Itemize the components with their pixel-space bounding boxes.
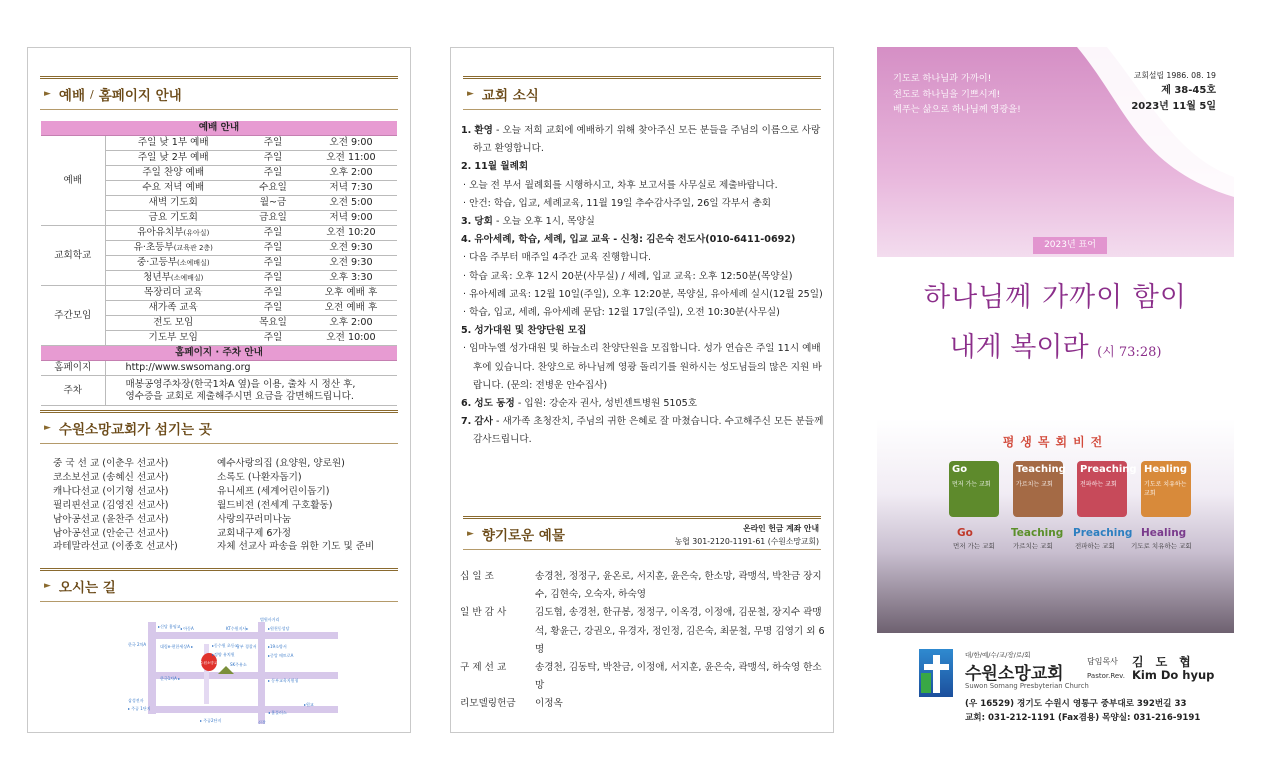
map-label: ▸ 주공2단지 (200, 718, 222, 723)
news-title: 성가대원 및 찬양단원 모집 (474, 325, 587, 337)
year-motto-badge: 2023년 표어 (1033, 237, 1107, 254)
denomination: 대/한/예/수/교/장/로/회 (965, 651, 1031, 659)
mission-overseas: 코소보선교 (송혜신 선교사) (53, 471, 169, 483)
news-subitem: · 다음 주부터 매주일 4주간 교육 진행합니다. (463, 252, 652, 264)
map-label: ▸ 주공 1단지 (128, 706, 151, 711)
map-label: 한국 2차A (128, 642, 147, 647)
service-time: 저녁 7:30 (305, 181, 397, 196)
service-day: 주일 (241, 286, 305, 301)
service-day: 주일 (241, 151, 305, 166)
map-label: ▸19소방서 (268, 644, 287, 649)
service-name: 목장리더 교육 (105, 286, 241, 301)
service-name: 새벽 기도회 (105, 196, 241, 211)
group-label: 교회학교 (41, 226, 105, 286)
church-name-english: Suwon Somang Presbyterian Church (965, 682, 1089, 690)
list-item (53, 485, 374, 499)
news-number: 1. (461, 125, 472, 136)
bullet-icon: ► (467, 529, 474, 539)
offering-type: 십 일 조 (460, 571, 494, 582)
service-time: 오전 5:00 (305, 196, 397, 211)
service-place: (유아실) (183, 229, 210, 238)
church-mottos (893, 71, 1021, 118)
section-title: 교회 소식 (481, 88, 539, 104)
issue-info (1131, 68, 1216, 115)
mission-local: 교회내구제 6가정 (217, 527, 292, 539)
map-label: SK주유소 (230, 662, 247, 667)
middle-panel (450, 47, 834, 733)
offering-row (460, 604, 828, 659)
service-day: 주일 (241, 256, 305, 271)
vision-card-preaching (1077, 461, 1137, 517)
service-name: 주일 낮 1부 예배 (105, 136, 241, 151)
service-place: (소예배실) (177, 259, 210, 268)
mission-overseas: 중 국 선 교 (이춘우 선교사) (53, 458, 169, 469)
map-label: ▸원천동성당 (268, 626, 290, 631)
news-title: 11월 월례회 (474, 161, 529, 173)
service-name: 새가족 교육 (105, 301, 241, 316)
news-subitem: · 유아세례 교육: 12월 10일(주일), 오후 12:20분, 목양실, 유아세례 실시(12월 25일) (463, 288, 823, 300)
map-label: 남부 경찰서 (236, 644, 257, 649)
homepage-url[interactable]: http://www.swsomang.org (105, 361, 397, 376)
service-day: 주일 (241, 136, 305, 151)
service-name (105, 271, 241, 286)
map-label: ▸ 동부교육지원청 (268, 678, 299, 683)
offering-names: 이정옥 (535, 698, 563, 710)
left-panel (27, 47, 411, 733)
section-title: 예배 (58, 88, 86, 104)
service-place: (소예배실) (170, 274, 204, 283)
service-name (105, 256, 241, 271)
news-item (461, 322, 826, 340)
cross-icon (933, 655, 940, 693)
church-contact (965, 698, 1200, 725)
service-time: 저녁 9:00 (305, 211, 397, 226)
pastor-label: 담임목사 (1087, 657, 1118, 666)
mission-overseas: 과테말라선교 (이종호 선교사) (53, 541, 178, 553)
map-label: 삼성전자 (128, 698, 144, 703)
news-text: - 입원: 강순자 권사, 성빈센트병원 5105호 (514, 398, 698, 410)
offering-type: 일 반 감 사 (460, 607, 507, 619)
service-time: 오후 2:00 (305, 166, 397, 181)
mission-local: 사랑의꾸러미나눔 (217, 513, 292, 525)
service-time: 오전 9:30 (305, 256, 397, 271)
vision-sublabel: 가르치는 교회 (1013, 542, 1053, 550)
map-label: ◂ 아동A (180, 626, 194, 631)
vision-sublabel: 먼저 가는 교회 (953, 542, 995, 550)
list-item (53, 527, 374, 541)
service-day: 주일 (241, 331, 305, 346)
section-header-news (463, 76, 821, 110)
news-text: - 새가족 초청잔치, 주님의 귀한 은혜로 잘 마쳤습니다. 수고해주신 모든 분들께 감사드립니다. (473, 416, 824, 446)
vision-card-text: 기도로 치유하는 교회 (1144, 481, 1187, 497)
news-item (461, 122, 826, 158)
homepage-header: 홈페이지 · 주차 안내 (41, 346, 397, 361)
service-day: 금요일 (241, 211, 305, 226)
map-church-label: 수원소망교회 (200, 661, 221, 665)
cover-panel (877, 47, 1234, 733)
service-time: 오전 10:20 (305, 226, 397, 241)
vision-sublabel: 기도로 치유하는 교회 (1131, 542, 1192, 550)
vision-card-title: Teaching (1016, 464, 1066, 475)
service-day: 주일 (241, 166, 305, 181)
vision-sublabel: 전파하는 교회 (1075, 542, 1115, 550)
offering-names: 송경천, 정정구, 윤온로, 서지훈, 윤은숙, 한소망, 곽맹석, 박찬금 장지수, 김현숙, 오숙자, 하숙영 (535, 571, 822, 601)
service-name: 주일 찬양 예배 (105, 166, 241, 181)
news-title: 환영 (474, 125, 493, 136)
vision-card-text: 먼저 가는 교회 (952, 481, 991, 488)
vision-card-title: Healing (1144, 464, 1188, 475)
section-title: 홈페이지 안내 (98, 88, 182, 104)
missions-list (53, 457, 374, 554)
service-name-text: 청년부 (143, 272, 171, 284)
map-label: KT수원지사▸ (226, 626, 249, 631)
service-name-text: 유·초등부 (133, 242, 174, 254)
service-name-text: 중·고등부 (136, 257, 178, 269)
verse-line-2 (877, 325, 1234, 364)
service-name: 기도부 모임 (105, 331, 241, 346)
founded-date: 교회설립 1986. 08. 19 (1133, 71, 1216, 80)
section-title: 오시는 길 (58, 580, 116, 596)
map-label: ▸원교 (304, 702, 314, 707)
mission-local: 월드비전 (전세계 구호활동) (217, 499, 333, 511)
offering-row (460, 695, 828, 713)
list-item (53, 499, 374, 513)
vision-label: Go (957, 527, 973, 539)
list-item (53, 513, 374, 527)
service-time: 오후 2:00 (305, 316, 397, 331)
church-logo-icon (919, 649, 953, 697)
news-number: 4. (461, 234, 472, 246)
mission-local: 유니세프 (세계어린이돕기) (217, 485, 330, 497)
vision-card-healing (1141, 461, 1191, 517)
list-item (53, 540, 374, 554)
news-subitem: · 안건: 학습, 입교, 세례교육, 11월 19일 추수감사주일, 26일 각부서 총회 (463, 197, 772, 209)
news-subitem: · 학습, 입교, 세례, 유아세례 문답: 12월 17일(주일), 오전 10:30분(사무실) (463, 307, 780, 319)
section-header-directions (40, 568, 398, 602)
logo-accent (921, 673, 931, 693)
pastor-name-english: Kim Do hyup (1132, 668, 1215, 682)
bullet-icon: ► (44, 423, 51, 433)
vision-card-text: 전파하는 교회 (1080, 481, 1117, 488)
service-time: 오후 예배 후 (305, 286, 397, 301)
service-day: 주일 (241, 271, 305, 286)
service-day: 수요일 (241, 181, 305, 196)
service-day: 주일 (241, 241, 305, 256)
service-day: 주일 (241, 226, 305, 241)
offering-type: 구 제 선 교 (460, 662, 507, 674)
vision-label: Healing (1141, 527, 1187, 539)
bullet-icon: ► (467, 89, 474, 99)
map-label: ▸동수원 초등교 (212, 643, 239, 648)
service-day: 월~금 (241, 196, 305, 211)
news-list (461, 122, 826, 450)
title-separator: / (90, 87, 94, 101)
mission-local: 소록도 (나환자돕기) (217, 471, 302, 483)
vision-card-title: Preaching (1080, 464, 1137, 475)
service-name: 수요 저녁 예배 (105, 181, 241, 196)
vision-title: 평생목회비전 (1002, 435, 1109, 449)
mission-local: 예수사랑의집 (요양원, 양로원) (217, 458, 345, 469)
service-time: 오후 3:30 (305, 271, 397, 286)
map-label: 신갈 (258, 720, 266, 724)
news-number: 5. (461, 325, 472, 337)
service-day: 주일 (241, 301, 305, 316)
list-item (53, 457, 374, 471)
news-number: 3. (461, 216, 472, 228)
motto-line: 베푸는 삶으로 하나님께 영광을! (893, 104, 1021, 115)
worship-table (41, 121, 397, 406)
news-item (461, 413, 826, 449)
vision-card-text: 가르치는 교회 (1016, 481, 1053, 488)
list-item (53, 471, 374, 485)
issue-number: 제 38-45호 (1161, 85, 1216, 96)
map-label: ▸정양 유치원 (212, 652, 235, 657)
parking-info (105, 376, 397, 406)
bullet-icon: ► (44, 89, 51, 99)
map-label: 한국1차A ▸ (160, 676, 181, 681)
map-label: ◂ 홈플러스 (268, 710, 287, 715)
pastor-name: 김도협 (1132, 655, 1203, 669)
news-text: - 오늘 오후 1시, 목양실 (492, 216, 595, 228)
mission-overseas: 남아공선교 (안순근 선교사) (53, 527, 169, 539)
worship-header: 예배 안내 (41, 121, 397, 136)
news-title: 감사 (474, 416, 493, 428)
motto-line: 기도로 하나님과 가까이! (893, 73, 992, 84)
group-label: 주간모임 (41, 286, 105, 346)
offering-row (460, 568, 828, 604)
section-header-missions (40, 410, 398, 444)
church-phone: 교회: 031-212-1191 (Fax겸용) 목양실: 031-216-9191 (965, 712, 1201, 723)
section-title: 수원소망교회가 섬기는 곳 (58, 422, 212, 438)
map-label: 법원사거리 (260, 617, 280, 622)
service-time: 오전 9:00 (305, 136, 397, 151)
parking-line: 영수증을 교회로 제출해주시면 요금을 감면해드립니다. (125, 390, 354, 402)
account-title: 온라인 헌금 계좌 안내 (743, 524, 819, 533)
motto-line: 전도로 하나님을 기쁘시게! (893, 88, 1001, 100)
vision-card-go (949, 461, 999, 517)
service-name: 전도 모임 (105, 316, 241, 331)
news-title: 유아세례, 학습, 세례, 입교 교육 - 신청: 김은숙 전도사(010-6411-0692) (474, 234, 796, 246)
service-time: 오전 11:00 (305, 151, 397, 166)
homepage-label: 홈페이지 (41, 361, 105, 376)
map-label: ▸중앙 메트로A (268, 653, 294, 658)
section-title: 향기로운 예물 (481, 528, 565, 544)
mission-overseas: 캐나다선교 (이기형 선교사) (53, 485, 169, 497)
verse-reference: (시 73:28) (1097, 345, 1162, 360)
service-name: 금요 기도회 (105, 211, 241, 226)
news-number: 7. (461, 416, 472, 428)
vision-photo (877, 419, 1234, 633)
service-name-text: 유아유치부 (137, 227, 184, 239)
offering-row (460, 659, 828, 695)
service-name (105, 226, 241, 241)
bulletin-date: 2023년 11월 5일 (1131, 101, 1216, 112)
church-name: 수원소망교회 (965, 664, 1064, 684)
news-item (461, 231, 826, 249)
verse-line-1: 하나님께 가까이 함이 (924, 282, 1187, 313)
news-number: 6. (461, 398, 472, 410)
news-subitem: · 오늘 전 부서 월례회를 시행하시고, 차후 보고서를 사무실로 제출바랍니다. (463, 179, 778, 191)
news-title: 성도 동정 (474, 398, 515, 410)
vision-card-teaching (1013, 461, 1066, 517)
mission-overseas: 남아공선교 (윤찬주 선교사) (53, 513, 169, 525)
offering-names: 김도협, 송경천, 한규봉, 정정구, 이옥경, 이정애, 김문철, 장지수 곽맹석, 황윤근, 강권오, 유경자, 정인정, 김은숙, 최문철, 무명 김영기 외 6명 (535, 607, 825, 655)
service-place: (교육관 2층) (173, 244, 213, 253)
offering-type: 리모델링헌금 (460, 698, 516, 710)
service-day: 목요일 (241, 316, 305, 331)
news-item (461, 213, 826, 231)
map-label: ▸신당 홈핑교 (158, 624, 181, 629)
section-header-worship (40, 76, 398, 110)
pastor-label-english: Pastor.Rev. (1087, 672, 1126, 680)
cross-icon-bar (924, 664, 949, 670)
service-name (105, 241, 241, 256)
vision-label: Preaching (1073, 527, 1133, 539)
directions-map (108, 614, 338, 724)
news-text: - 오늘 저희 교회에 예배하기 위해 찾아주신 모든 분들을 주님의 이름으로 사랑하고 환영합니다. (473, 125, 821, 155)
parking-line: 매봉공영주차장(한국1차A 옆)을 이용, 출차 시 정산 후, (125, 378, 356, 390)
service-name: 주일 낮 2부 예배 (105, 151, 241, 166)
news-item (461, 158, 826, 176)
service-time: 오전 예배 후 (305, 301, 397, 316)
news-number: 2. (461, 161, 472, 173)
verse-text: 내게 복이라 (949, 332, 1089, 363)
bullet-icon: ► (44, 581, 51, 591)
church-address: (우 16529) 경기도 수원시 영통구 중부대로 392번길 33 (965, 699, 1187, 709)
offering-names: 송경천, 김동탁, 박찬금, 이정애, 서지훈, 윤은숙, 곽맹석, 하숙영 한소망 (535, 662, 822, 692)
group-label: 예배 (41, 136, 105, 226)
news-subitem: · 학습 교육: 오후 12시 20분(사무실) / 세례, 입교 교육: 오후 12:50분(목양실) (463, 270, 793, 282)
parking-label: 주차 (41, 376, 105, 406)
account-number: 농협 301-2120-1191-61 (수원소망교회) (674, 537, 819, 546)
vision-card-title: Go (952, 464, 968, 475)
vision-label: Teaching (1011, 527, 1064, 539)
news-title: 당회 (474, 216, 493, 228)
map-label: 대림e-편한세상A ▸ (160, 644, 194, 649)
service-time: 오전 9:30 (305, 241, 397, 256)
online-account-info (675, 522, 819, 548)
mission-local: 자체 선교사 파송을 위한 기도 및 준비 (217, 541, 375, 553)
service-time: 오전 10:00 (305, 331, 397, 346)
news-subitem: · 임마누엘 성가대원 및 하늘소리 찬양단원을 모집합니다. 성가 연습은 주일 11시 예배 후에 있습니다. 찬양으로 하나님께 영광 돌리기를 원하시는 성도님들의 많은 지원 바랍니다. (문의: 전병운 안수집사) (463, 343, 822, 391)
offerings-list (460, 568, 828, 714)
news-item (461, 395, 826, 413)
mission-overseas: 필리핀선교 (김영진 선교사) (53, 499, 169, 511)
